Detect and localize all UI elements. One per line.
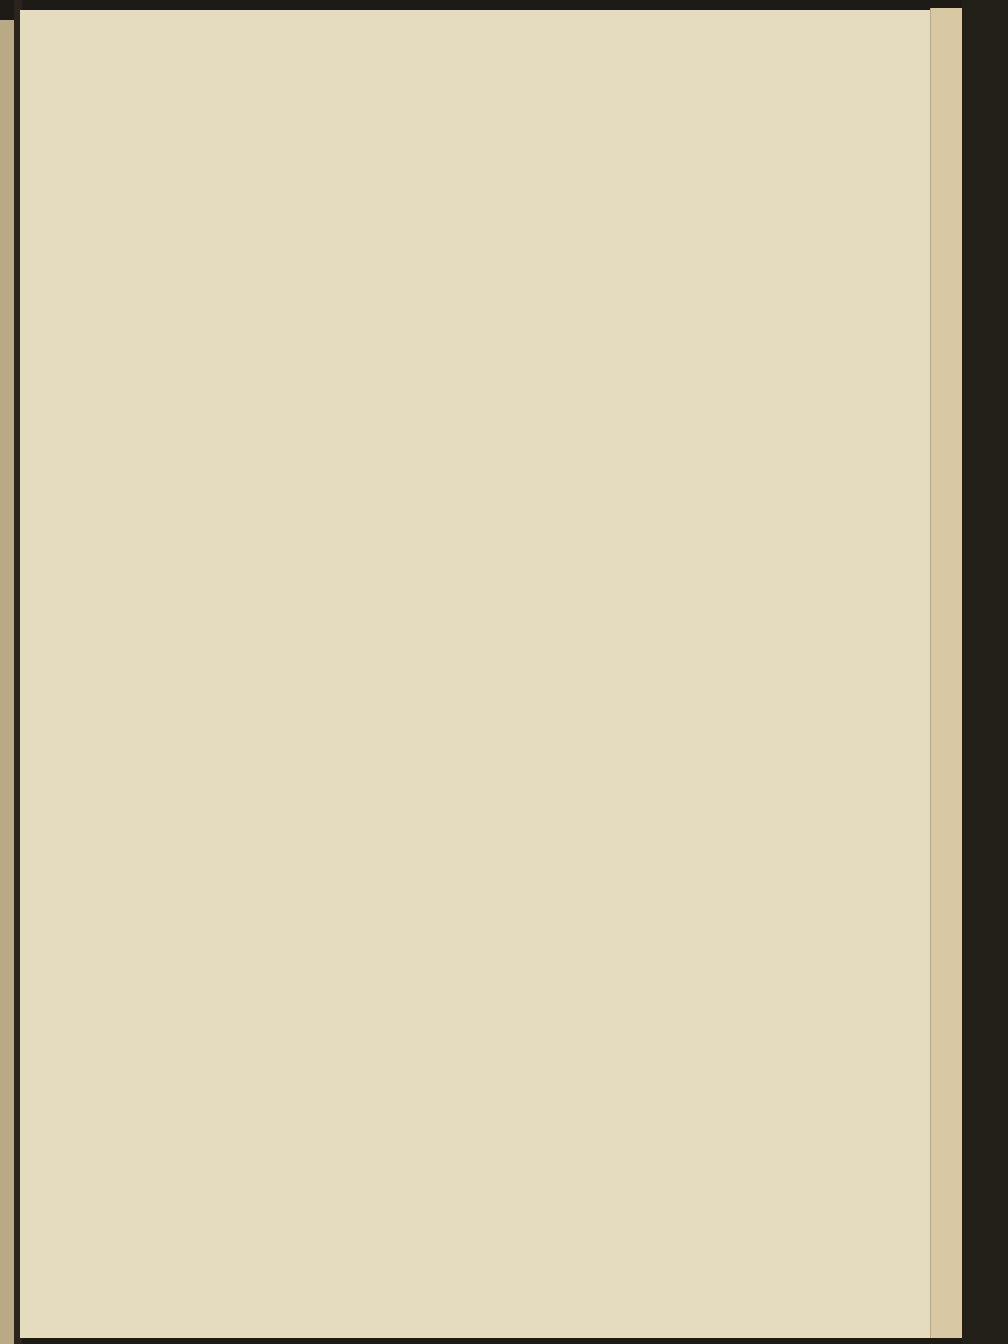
paper-sheet [20,10,942,1338]
facing-page-edge [0,20,14,1344]
background-right [962,0,1008,1344]
page-stack-edge [930,8,963,1338]
